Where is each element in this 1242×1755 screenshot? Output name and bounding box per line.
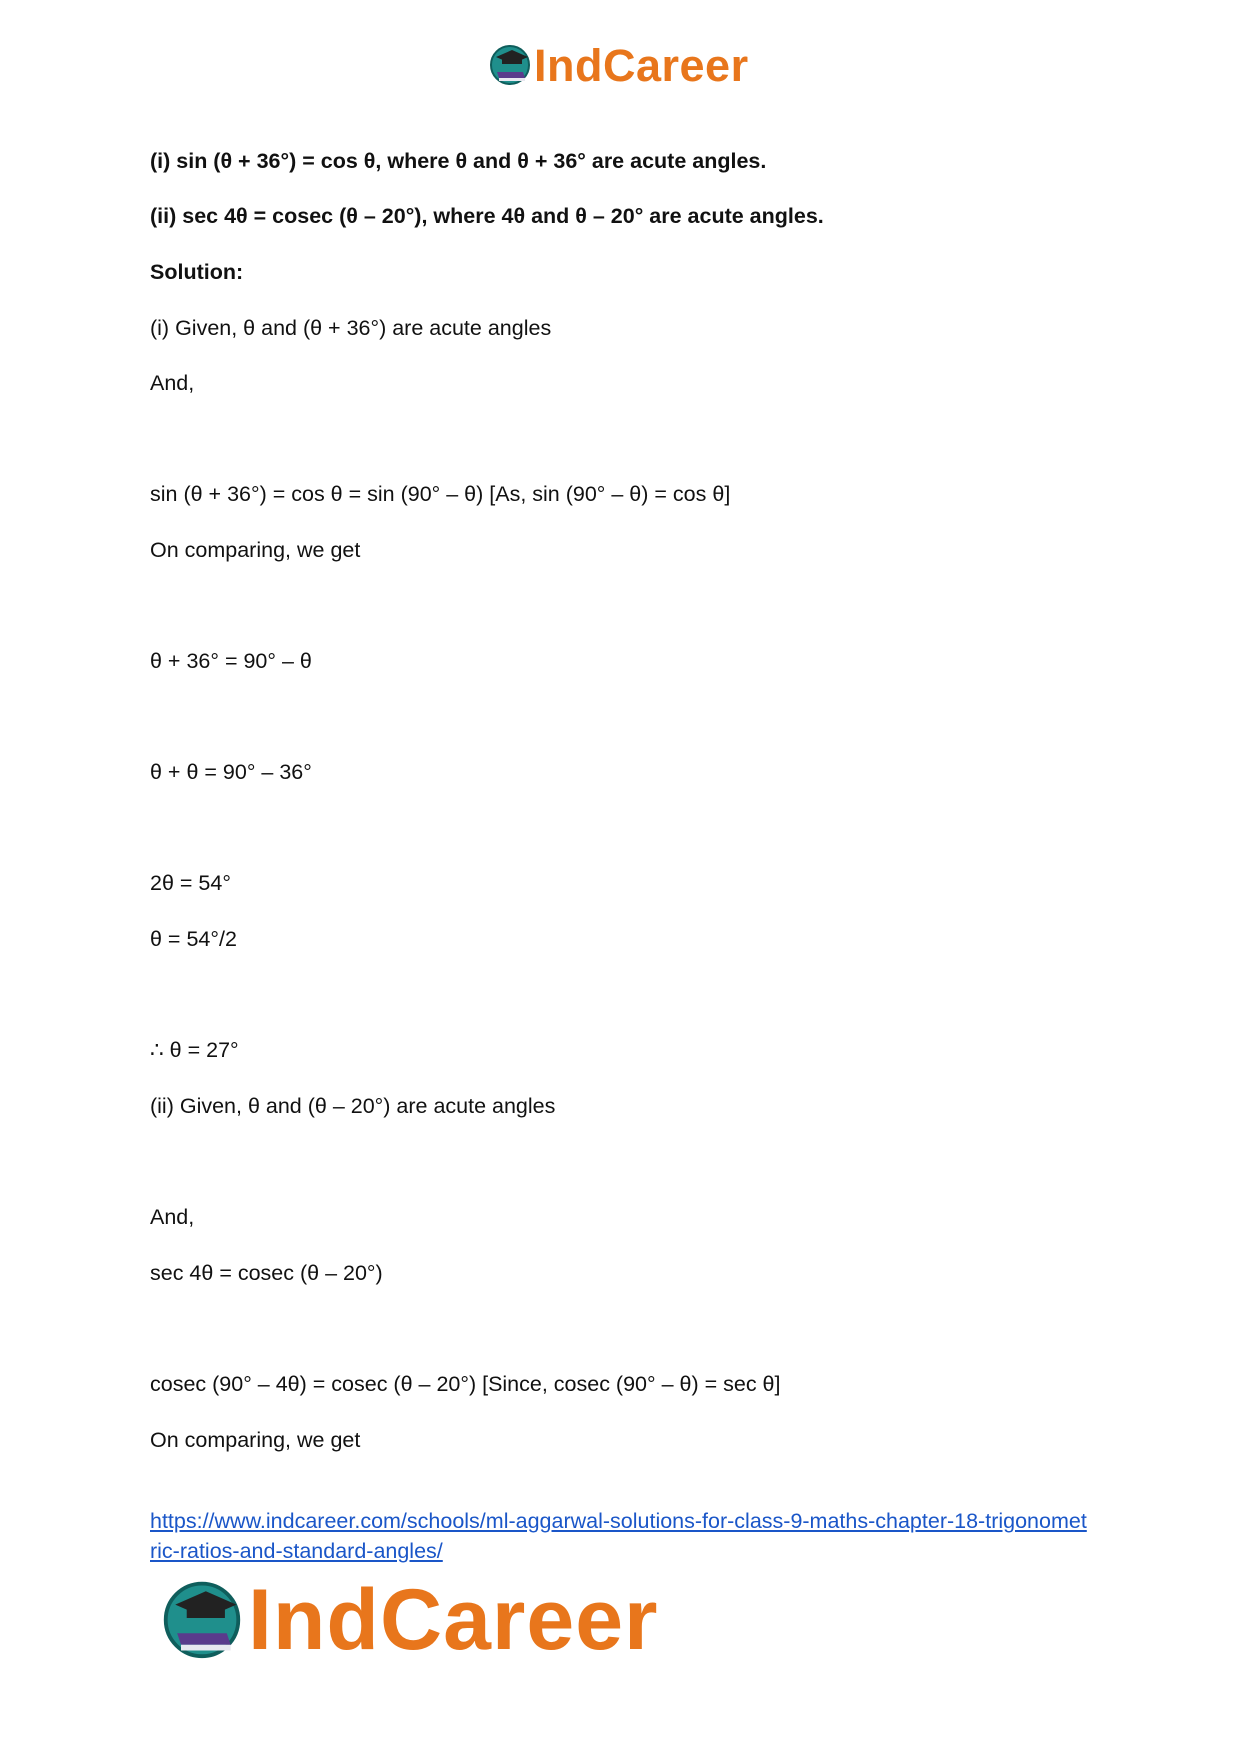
graduation-cap-books-icon xyxy=(160,1576,244,1665)
solution-line: (ii) Given, θ and (θ – 20°) are acute angles xyxy=(150,1094,556,1118)
solution-heading: Solution: xyxy=(150,260,244,284)
source-link[interactable]: https://www.indcareer.com/schools/ml-aggarwal-solutions-for-class-9-maths-chapter-18-trigonometric-ratios-and-standard-angles/ xyxy=(150,1509,1087,1563)
graduation-cap-books-icon xyxy=(488,42,532,91)
question-ii: (ii) sec 4θ = cosec (θ – 20°), where 4θ and θ – 20° are acute angles. xyxy=(150,204,824,228)
brand-name: IndCareer xyxy=(248,1571,659,1668)
question-i: (i) sin (θ + 36°) = cos θ, where θ and θ + 36° are acute angles. xyxy=(150,149,767,173)
solution-line: sin (θ + 36°) = cos θ = sin (90° – θ) [As, sin (90° – θ) = cos θ] xyxy=(150,482,731,506)
solution-line: (i) Given, θ and (θ + 36°) are acute angles xyxy=(150,316,552,340)
solution-line: 2θ = 54° xyxy=(150,871,231,895)
footer-logo xyxy=(160,1571,659,1668)
solution-line: And, xyxy=(150,371,195,395)
brand-name: IndCareer xyxy=(534,40,749,91)
solution-line: On comparing, we get xyxy=(150,538,361,562)
header-logo xyxy=(488,40,749,92)
solution-line: θ + 36° = 90° – θ xyxy=(150,649,312,673)
solution-line: θ + θ = 90° – 36° xyxy=(150,760,312,784)
solution-line: sec 4θ = cosec (θ – 20°) xyxy=(150,1261,383,1285)
solution-line: ∴ θ = 27° xyxy=(150,1038,239,1062)
solution-line: On comparing, we get xyxy=(150,1428,361,1452)
solution-line: cosec (90° – 4θ) = cosec (θ – 20°) [Since, cosec (90° – θ) = sec θ] xyxy=(150,1372,781,1396)
solution-line: And, xyxy=(150,1205,195,1229)
solution-line: θ = 54°/2 xyxy=(150,927,237,951)
